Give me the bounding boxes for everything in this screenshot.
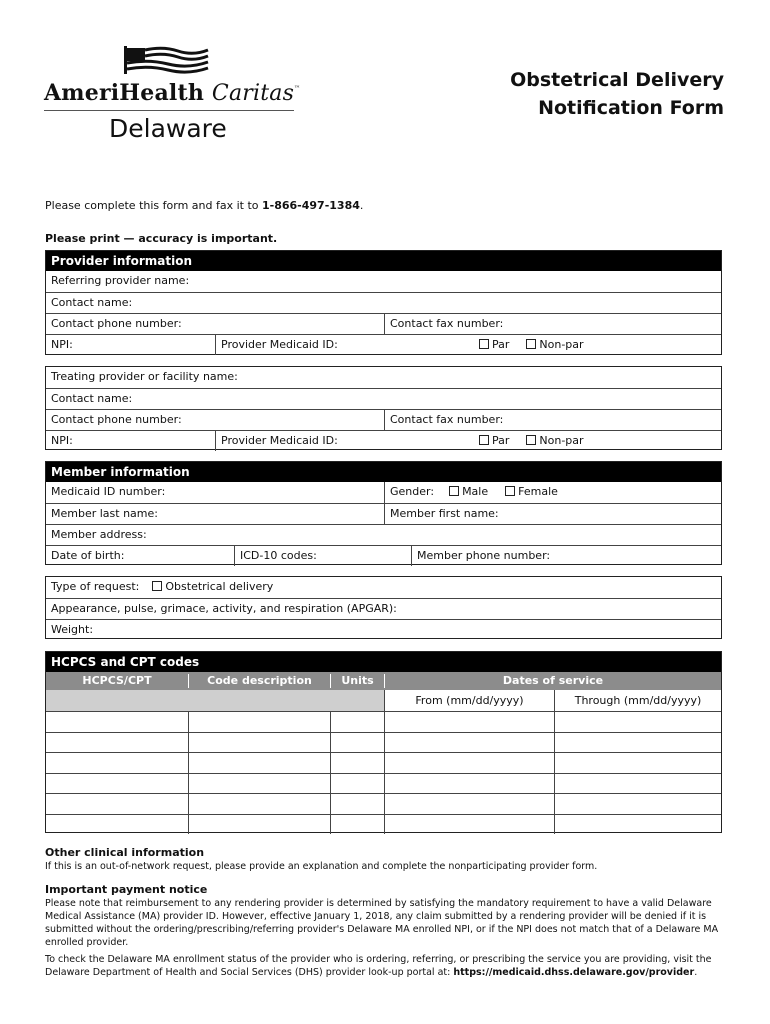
code-entry-divider xyxy=(554,753,555,773)
member-info-header: Member information xyxy=(46,462,721,482)
fax-number: 1-866-497-1384 xyxy=(262,199,360,212)
trademark-symbol: ™ xyxy=(294,85,301,92)
par-label: Par xyxy=(492,338,510,351)
other-clinical-text: If this is an out-of-network request, please provide an explanation and complete the nonparticipating provider form. xyxy=(45,861,598,872)
par-checkbox[interactable] xyxy=(479,339,489,349)
code-entry-divider xyxy=(554,774,555,794)
col-through-date: Through (mm/dd/yyyy) xyxy=(554,690,721,711)
fax-instructions xyxy=(45,199,363,212)
treating-par-option[interactable] xyxy=(474,431,604,451)
other-clinical-info xyxy=(45,846,725,873)
referring-contact-phone-field[interactable]: Contact phone number: xyxy=(51,317,182,330)
treating-npi-field[interactable]: NPI: xyxy=(51,434,73,447)
code-entry-divider xyxy=(188,712,189,732)
treating-provider-section xyxy=(45,366,722,450)
member-id-gender-row xyxy=(46,482,721,503)
referring-medicaid-id-field[interactable]: Provider Medicaid ID: xyxy=(215,335,475,355)
weight-row xyxy=(46,619,721,640)
col-units: Units xyxy=(341,674,374,687)
referring-npi-row xyxy=(46,334,721,355)
subheader-shaded-area xyxy=(46,690,384,711)
referring-provider-row xyxy=(46,271,721,292)
logo-divider xyxy=(44,110,294,111)
par-checkbox[interactable] xyxy=(479,435,489,445)
provider-portal-link[interactable]: https://medicaid.dhss.delaware.gov/provider xyxy=(453,967,695,978)
payment-notice xyxy=(45,883,725,979)
code-entry-divider xyxy=(384,794,385,814)
code-entry-divider xyxy=(554,794,555,814)
code-entry-divider xyxy=(384,753,385,773)
male-label: Male xyxy=(462,485,489,498)
non-par-checkbox[interactable] xyxy=(526,339,536,349)
col-dates-of-service: Dates of service xyxy=(502,674,604,687)
icd10-codes-field[interactable]: ICD-10 codes: xyxy=(234,546,411,566)
enrollment-check-text: To check the Delaware MA enrollment status of the provider who is ordering, referring, or prescribing the service you are providing, visit the Delaware Department of Health and Social Services (DHS) provider look-up portal at: xyxy=(45,954,712,978)
codes-column-headers xyxy=(46,672,721,690)
par-label: Par xyxy=(492,434,510,447)
referring-contact-row xyxy=(46,292,721,313)
enrollment-check-end: . xyxy=(694,967,698,978)
col-from-date: From (mm/dd/yyyy) xyxy=(384,690,554,711)
code-entry-row[interactable] xyxy=(46,711,721,732)
referring-contact-name-field[interactable]: Contact name: xyxy=(51,296,133,309)
provider-info-header: Provider information xyxy=(46,251,721,271)
code-entry-row[interactable] xyxy=(46,752,721,773)
treating-medicaid-id-field[interactable]: Provider Medicaid ID: xyxy=(215,431,475,451)
fax-instructions-end: . xyxy=(359,199,364,212)
medicaid-id-field[interactable]: Medicaid ID number: xyxy=(51,485,166,498)
apgar-row xyxy=(46,598,721,619)
member-dob-row xyxy=(46,545,721,566)
member-name-row xyxy=(46,503,721,524)
request-section xyxy=(45,576,722,639)
payment-notice-heading: Important payment notice xyxy=(45,883,208,896)
treating-provider-name-field[interactable]: Treating provider or facility name: xyxy=(51,370,238,383)
code-entry-divider xyxy=(188,753,189,773)
payment-notice-paragraph: Please note that reimbursement to any rendering provider is determined by satisfying the mandatory requirement to have a valid Delaware Medical Assistance (MA) provider ID. However, effective January 1, 2018, any claim submitted by a rendering provider will be denied if it is submitted without the ordering/prescribing/referring provider's Delaware MA enrolled NPI, or if the NPI does not match that of a Delaware MA enrolled provider. xyxy=(45,898,719,948)
treating-provider-row xyxy=(46,367,721,388)
obstetrical-delivery-checkbox[interactable] xyxy=(152,581,162,591)
code-entry-divider xyxy=(384,733,385,753)
print-note: Please print — accuracy is important. xyxy=(45,232,278,245)
codes-header: HCPCS and CPT codes xyxy=(46,652,721,672)
code-entry-divider xyxy=(330,794,331,814)
code-entry-divider xyxy=(330,774,331,794)
non-par-label: Non-par xyxy=(539,434,584,447)
gender-label: Gender: xyxy=(390,485,435,498)
male-checkbox[interactable] xyxy=(449,486,459,496)
non-par-label: Non-par xyxy=(539,338,584,351)
female-checkbox[interactable] xyxy=(505,486,515,496)
member-phone-field[interactable]: Member phone number: xyxy=(411,546,721,566)
gender-field[interactable] xyxy=(384,482,721,503)
treating-contact-row xyxy=(46,388,721,409)
apgar-field[interactable]: Appearance, pulse, grimace, activity, and respiration (APGAR): xyxy=(51,602,397,615)
referring-npi-field[interactable]: NPI: xyxy=(51,338,73,351)
code-entry-row[interactable] xyxy=(46,793,721,814)
code-entry-divider xyxy=(330,733,331,753)
dates-subheader-row xyxy=(46,690,721,711)
other-clinical-heading: Other clinical information xyxy=(45,846,205,859)
obstetrical-delivery-label: Obstetrical delivery xyxy=(165,580,274,593)
brand-logo xyxy=(44,80,300,106)
referring-provider-section xyxy=(45,250,722,355)
code-entry-row[interactable] xyxy=(46,814,721,835)
treating-phone-fax-row xyxy=(46,409,721,430)
date-of-birth-field[interactable]: Date of birth: xyxy=(51,549,125,562)
form-title xyxy=(510,66,724,122)
member-address-field[interactable]: Member address: xyxy=(51,528,147,541)
code-entry-divider xyxy=(330,753,331,773)
fax-instructions-text: Please complete this form and fax it to xyxy=(45,199,262,212)
code-entry-divider xyxy=(554,712,555,732)
code-entry-divider xyxy=(188,815,189,835)
non-par-checkbox[interactable] xyxy=(526,435,536,445)
codes-table-body xyxy=(46,711,721,834)
brand-region: Delaware xyxy=(109,114,227,143)
form-title-line2: Notification Form xyxy=(538,97,724,119)
referring-par-option[interactable] xyxy=(474,335,604,355)
code-entry-divider xyxy=(384,815,385,835)
code-entry-row[interactable] xyxy=(46,732,721,753)
form-title-line1: Obstetrical Delivery xyxy=(510,69,724,91)
referring-provider-name-field[interactable]: Referring provider name: xyxy=(51,274,190,287)
member-info-section xyxy=(45,461,722,565)
referring-contact-fax-field[interactable]: Contact fax number: xyxy=(384,314,721,334)
treating-contact-name-field[interactable]: Contact name: xyxy=(51,392,133,405)
code-entry-divider xyxy=(384,712,385,732)
code-entry-divider xyxy=(554,815,555,835)
code-entry-divider xyxy=(330,815,331,835)
weight-field[interactable]: Weight: xyxy=(51,623,94,636)
treating-contact-fax-field[interactable]: Contact fax number: xyxy=(384,410,721,430)
code-entry-divider xyxy=(188,733,189,753)
col-code-description: Code description xyxy=(207,674,312,687)
treating-contact-phone-field[interactable]: Contact phone number: xyxy=(51,413,182,426)
brand-name-bold: AmeriHealth xyxy=(44,80,205,106)
code-entry-divider xyxy=(554,733,555,753)
request-type-label: Type of request: xyxy=(51,580,140,593)
brand-name-italic: Caritas xyxy=(211,81,295,106)
request-type-row xyxy=(46,577,721,598)
request-type-field[interactable] xyxy=(46,577,721,598)
code-entry-divider xyxy=(188,774,189,794)
member-first-name-field[interactable]: Member first name: xyxy=(384,504,721,524)
enrollment-check-paragraph xyxy=(45,953,725,979)
treating-npi-row xyxy=(46,430,721,451)
code-entry-divider xyxy=(330,712,331,732)
code-entry-divider xyxy=(384,774,385,794)
col-hcpcs-cpt: HCPCS/CPT xyxy=(82,674,152,687)
code-entry-row[interactable] xyxy=(46,773,721,794)
member-last-name-field[interactable]: Member last name: xyxy=(51,507,158,520)
codes-section xyxy=(45,651,722,833)
member-address-row xyxy=(46,524,721,545)
female-label: Female xyxy=(518,485,558,498)
referring-phone-fax-row xyxy=(46,313,721,334)
code-entry-divider xyxy=(188,794,189,814)
